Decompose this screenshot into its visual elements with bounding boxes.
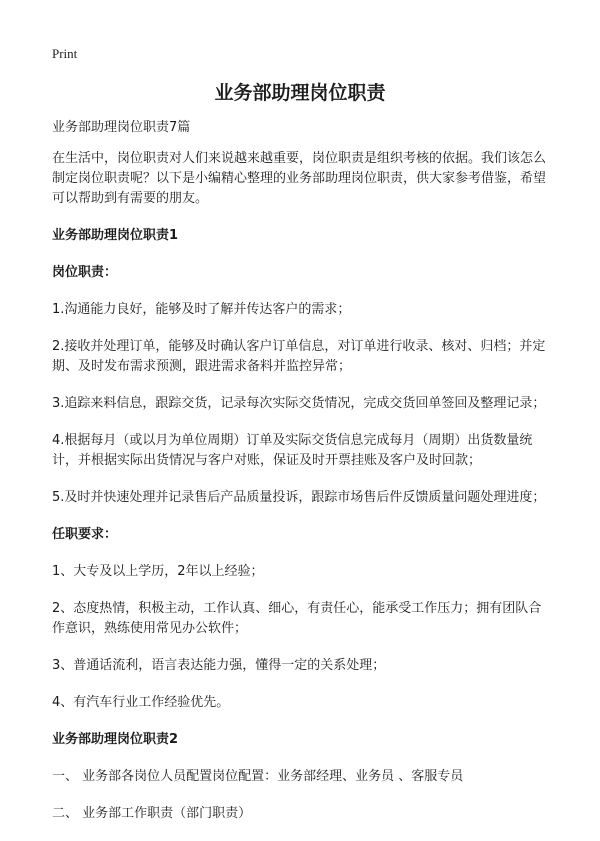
requirements-heading: 任职要求： (52, 527, 118, 542)
requirement-item-1: 1、大专及以上学历，2年以上经验； (52, 564, 264, 579)
section2-item-2: 二、 业务部工作职责（部门职责） (52, 806, 252, 821)
page-title: 业务部助理岗位职责 (214, 82, 386, 104)
requirement-item-4: 4、有汽车行业工作经验优先。 (52, 695, 230, 710)
section2-item-1: 一、 业务部各岗位人员配置岗位配置：业务部经理、业务员 、客服专员 (52, 769, 464, 784)
duty-item-1: 1.沟通能力良好，能够及时了解并传达客户的需求； (52, 302, 351, 317)
document-subtitle: 业务部助理岗位职责7篇 (52, 120, 191, 135)
duty-item-2: 2.接收并处理订单，能够及时确认客户订单信息，对订单进行收录、核对、归档；并定期、及时发布需求预测，跟进需求备料并监控异常； (52, 339, 546, 374)
duty-item-3: 3.追踪来料信息，跟踪交货，记录每次实际交货情况，完成交货回单签回及整理记录； (52, 396, 546, 411)
section-heading-1: 业务部助理岗位职责1 (52, 228, 179, 243)
print-link[interactable]: Print (52, 46, 78, 61)
duty-item-5: 5.及时并快速处理并记录售后产品质量投诉，跟踪市场售后件反馈质量问题处理进度； (52, 490, 546, 505)
duty-item-4: 4.根据每月（或以月为单位周期）订单及实际交货信息完成每月（周期）出货数量统计，并根据实际出货情况与客户对账，保证及时开票挂账及客户及时回款； (52, 433, 533, 468)
intro-paragraph: 在生活中，岗位职责对人们来说越来越重要，岗位职责是组织考核的依据。我们该怎么制定岗位职责呢？以下是小编精心整理的业务部助理岗位职责，供大家参考借鉴，希望可以帮助到有需要的朋友。 (52, 151, 547, 206)
document-body (52, 118, 548, 841)
requirement-item-2: 2、态度热情，积极主动，工作认真、细心，有责任心，能承受工作压力；拥有团队合作意识，熟练使用常见办公软件； (52, 601, 542, 636)
duties-heading: 岗位职责： (52, 265, 118, 280)
section-heading-2: 业务部助理岗位职责2 (52, 732, 179, 747)
requirement-item-3: 3、普通话流利，语言表达能力强，懂得一定的关系处理； (52, 658, 386, 673)
